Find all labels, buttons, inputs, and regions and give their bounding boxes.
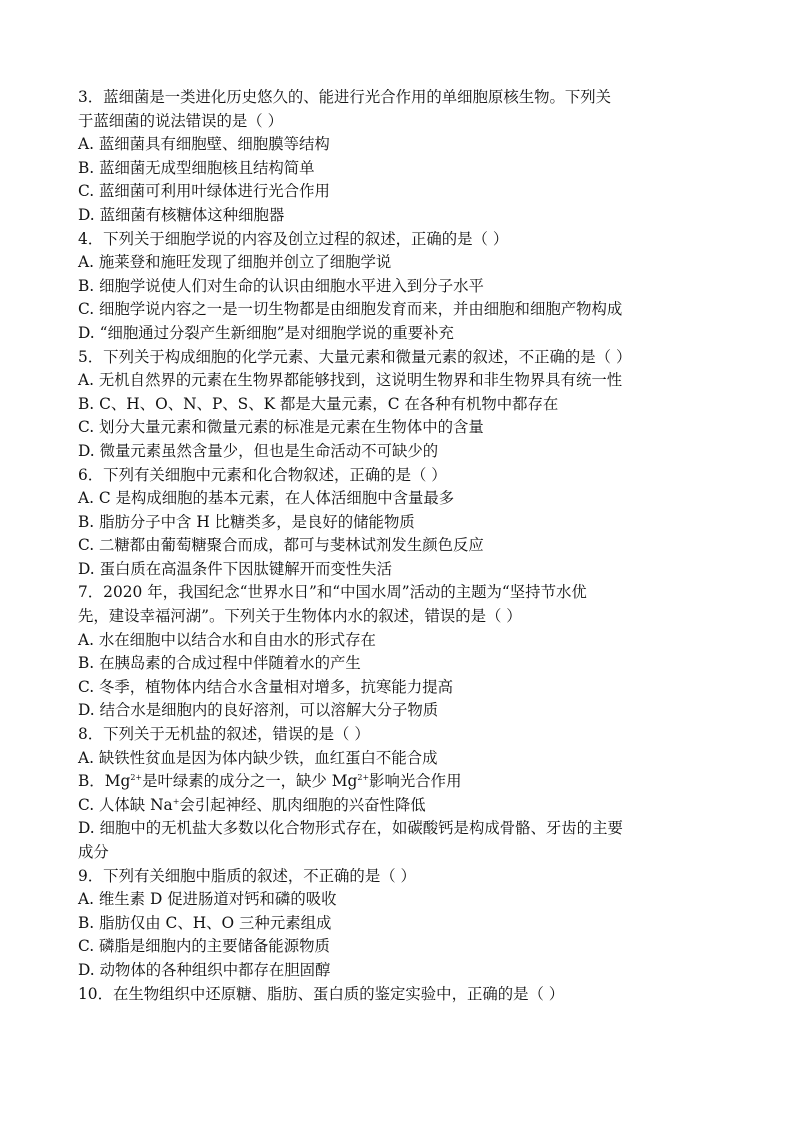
question-4: [78, 228, 728, 346]
superscript: 2+: [357, 773, 370, 783]
question-5: [78, 346, 728, 464]
option-d: D. 结合水是细胞内的良好溶剂，可以溶解大分子物质: [78, 701, 439, 720]
option-d-continued: 成分: [78, 843, 109, 861]
superscript: 2+: [130, 773, 143, 783]
question-10: [78, 983, 728, 1007]
option-c: [78, 794, 728, 818]
question-8: [78, 723, 728, 865]
question-stem: 4．下列关于细胞学说的内容及创立过程的叙述，正确的是（ ）: [78, 229, 509, 248]
option-text: B．Mg: [78, 772, 131, 791]
exam-page: [78, 86, 728, 1006]
option-c: C. 磷脂是细胞内的主要储备能源物质: [78, 937, 330, 956]
option-b: B. 在胰岛素的合成过程中伴随着水的产生: [78, 654, 361, 673]
question-stem: 10．在生物组织中还原糖、脂肪、蛋白质的鉴定实验中，正确的是（ ）: [78, 984, 565, 1003]
question-6: [78, 464, 728, 582]
question-stem: 7．2020 年，我国纪念“世界水日”和“中国水周”活动的主题为“坚持节水优: [78, 583, 587, 602]
option-b: B. 细胞学说使人们对生命的认识由细胞水平进入到分子水平: [78, 276, 484, 295]
option-c: C. 蓝细菌可利用叶绿体进行光合作用: [78, 182, 330, 201]
question-stem: 3．蓝细菌是一类进化历史悠久的、能进行光合作用的单细胞原核生物。下列关: [78, 88, 612, 106]
option-a: A. C 是构成细胞的基本元素，在人体活细胞中含量最多: [78, 489, 455, 508]
question-7: [78, 581, 728, 723]
option-b: B. 蓝细菌无成型细胞核且结构简单: [78, 158, 315, 177]
option-c: C. 冬季，植物体内结合水含量相对增多，抗寒能力提高: [78, 677, 453, 696]
option-a: A. 施莱登和施旺发现了细胞并创立了细胞学说: [78, 253, 392, 272]
option-b: B. 脂肪仅由 C、H、O 三种元素组成: [78, 913, 332, 932]
option-b: B. C、H、O、N、P、S、K 都是大量元素，C 在各种有机物中都存在: [78, 394, 559, 413]
option-d: D. 微量元素虽然含量少，但也是生命活动不可缺少的: [78, 441, 439, 460]
question-stem: 9．下列有关细胞中脂质的叙述，不正确的是（ ）: [78, 866, 416, 885]
option-text: 是叶绿素的成分之一，缺少 Mg: [142, 772, 358, 791]
question-9: [78, 865, 728, 983]
option-d: D. 细胞中的无机盐大多数以化合物形式存在，如碳酸钙是构成骨骼、牙齿的主要: [78, 819, 623, 838]
option-a: A. 无机自然界的元素在生物界都能够找到，这说明生物界和非生物界具有统一性: [78, 371, 623, 390]
option-text: C. 人体缺 Na: [78, 795, 173, 814]
option-d: D. “细胞通过分裂产生新细胞”是对细胞学说的重要补充: [78, 323, 454, 342]
option-b: B. 脂肪分子中含 H 比糖类多，是良好的储能物质: [78, 512, 415, 531]
question-stem: 5．下列关于构成细胞的化学元素、大量元素和微量元素的叙述，不正确的是（ ）: [78, 347, 632, 366]
option-a: A. 缺铁性贫血是因为体内缺少铁，血红蛋白不能合成: [78, 748, 438, 767]
option-c: C. 二糖都由葡萄糖聚合而成，都可与斐林试剂发生颜色反应: [78, 536, 484, 555]
question-3: [78, 86, 728, 228]
question-stem: 先，建设幸福河湖”。下列关于生物体内水的叙述，错误的是（ ）: [78, 607, 522, 626]
option-d: D. 蓝细菌有核糖体这种细胞器: [78, 205, 285, 224]
option-d: D. 蛋白质在高温条件下因肽键解开而变性失活: [78, 559, 392, 578]
option-a: A. 水在细胞中以结合水和自由水的形式存在: [78, 630, 376, 649]
option-d: D. 动物体的各种组织中都存在胆固醇: [78, 960, 331, 979]
question-stem: 6．下列有关细胞中元素和化合物叙述，正确的是（ ）: [78, 465, 447, 484]
question-stem: 8．下列关于无机盐的叙述，错误的是（ ）: [78, 725, 370, 744]
option-a: A. 蓝细菌具有细胞壁、细胞膜等结构: [78, 135, 330, 154]
option-text: 影响光合作用: [369, 772, 462, 791]
option-c: C. 划分大量元素和微量元素的标准是元素在生物体中的含量: [78, 418, 484, 437]
superscript: +: [172, 796, 180, 806]
option-a: A. 维生素 D 促进肠道对钙和磷的吸收: [78, 890, 337, 909]
option-c: C. 细胞学说内容之一是一切生物都是由细胞发育而来，并由细胞和细胞产物构成: [78, 300, 623, 319]
option-b: [78, 770, 728, 794]
question-stem: 于蓝细菌的说法错误的是（ ）: [78, 111, 283, 130]
option-text: 会引起神经、肌肉细胞的兴奋性降低: [179, 795, 426, 814]
